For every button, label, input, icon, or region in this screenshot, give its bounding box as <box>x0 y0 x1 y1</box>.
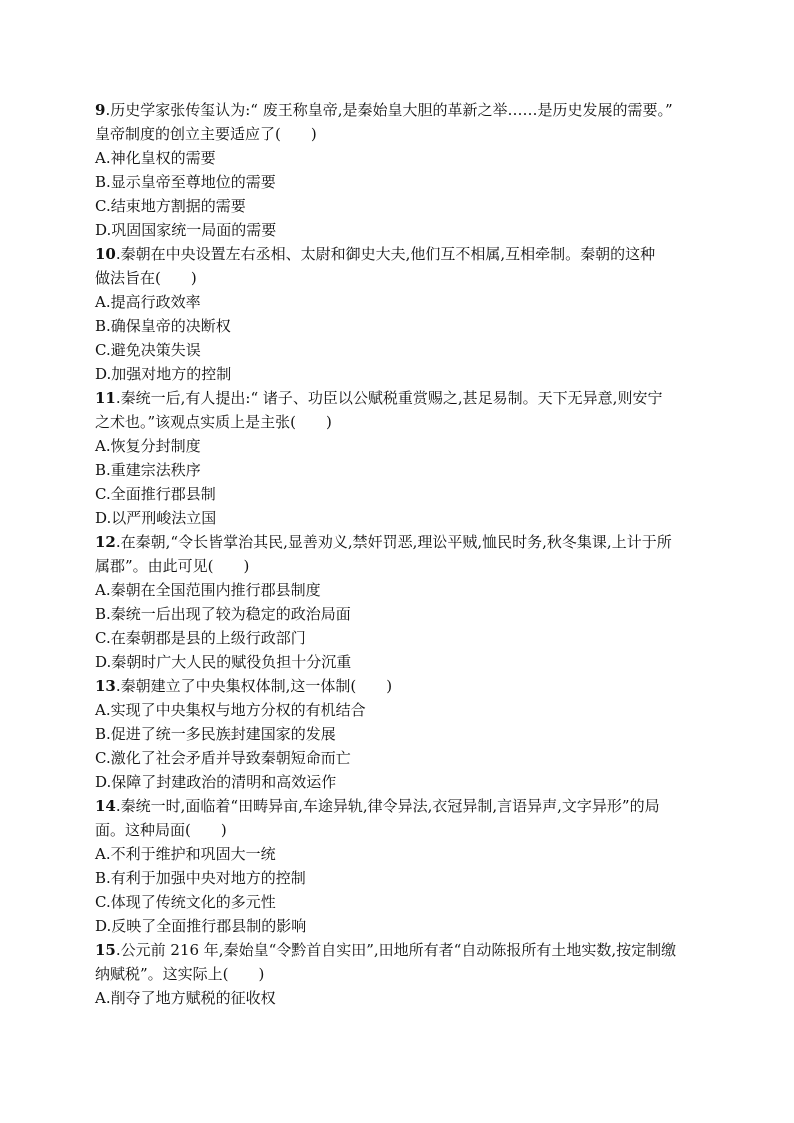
question-page <box>95 98 715 1010</box>
option-b: B.确保皇帝的决断权 <box>95 317 231 335</box>
question-number: 12 <box>95 533 116 551</box>
option-d: D.保障了封建政治的清明和高效运作 <box>95 773 337 791</box>
option-a: A.实现了中央集权与地方分权的有机结合 <box>95 701 366 719</box>
question-stem-line: 之术也。”该观点实质上是主张( ) <box>95 413 332 431</box>
question-10 <box>95 242 715 386</box>
option-b: B.秦统一后出现了较为稳定的政治局面 <box>95 605 351 623</box>
question-stem-text: .秦统一后,有人提出:“ 诸子、功臣以公赋税重赏赐之,甚足易制。天下无异意,则安宁 <box>115 389 663 407</box>
option-d: D.巩固国家统一局面的需要 <box>95 221 277 239</box>
option-a: A.恢复分封制度 <box>95 437 201 455</box>
option-a: A.秦朝在全国范围内推行郡县制度 <box>95 581 321 599</box>
question-13 <box>95 674 715 794</box>
question-stem-text: .历史学家张传玺认为:“ 废王称皇帝,是秦始皇大胆的革新之举……是历史发展的需要。” <box>105 101 673 119</box>
question-number: 10 <box>95 245 116 263</box>
option-d: D.反映了全面推行郡县制的影响 <box>95 917 307 935</box>
question-12 <box>95 530 715 674</box>
question-number: 14 <box>95 797 116 815</box>
option-d: D.以严刑峻法立国 <box>95 509 217 527</box>
question-number: 15 <box>95 941 116 959</box>
question-stem-line <box>95 386 715 410</box>
option-c: C.全面推行郡县制 <box>95 485 216 503</box>
question-stem-line: 面。这种局面( ) <box>95 821 227 839</box>
question-15 <box>95 938 715 1010</box>
option-b: B.显示皇帝至尊地位的需要 <box>95 173 276 191</box>
option-a: A.不利于维护和巩固大一统 <box>95 845 276 863</box>
question-number: 9 <box>95 101 106 119</box>
question-11 <box>95 386 715 530</box>
question-stem-text: .公元前 216 年,秦始皇“令黔首自实田”,田地所有者“自动陈报所有土地实数,按定制缴 <box>115 941 677 959</box>
question-stem-line: 做法旨在( ) <box>95 269 197 287</box>
option-c: C.结束地方割据的需要 <box>95 197 246 215</box>
question-stem-line: 纳赋税”。这实际上( ) <box>95 965 265 983</box>
option-b: B.重建宗法秩序 <box>95 461 201 479</box>
question-stem-line <box>95 938 715 962</box>
option-c: C.体现了传统文化的多元性 <box>95 893 276 911</box>
question-stem-line: 皇帝制度的创立主要适应了( ) <box>95 125 317 143</box>
question-stem-text: .在秦朝,“令长皆掌治其民,显善劝义,禁奸罚恶,理讼平贼,恤民时务,秋冬集课,上计于所 <box>115 533 672 551</box>
question-stem-line <box>95 530 715 554</box>
option-c: C.在秦朝郡是县的上级行政部门 <box>95 629 306 647</box>
question-stem-text: .秦朝在中央设置左右丞相、太尉和御史大夫,他们互不相属,互相牵制。秦朝的这种 <box>115 245 656 263</box>
option-d: D.秦朝时广大人民的赋役负担十分沉重 <box>95 653 352 671</box>
question-9 <box>95 98 715 242</box>
option-a: A.提高行政效率 <box>95 293 201 311</box>
question-stem-text: .秦统一时,面临着“田畴异亩,车途异轨,律令异法,衣冠异制,言语异声,文字异形”的局 <box>115 797 660 815</box>
option-a: A.神化皇权的需要 <box>95 149 216 167</box>
option-a: A.削夺了地方赋税的征收权 <box>95 989 276 1007</box>
question-stem-line: 属郡”。由此可见( ) <box>95 557 250 575</box>
option-b: B.有利于加强中央对地方的控制 <box>95 869 306 887</box>
option-d: D.加强对地方的控制 <box>95 365 232 383</box>
option-c: C.激化了社会矛盾并导致秦朝短命而亡 <box>95 749 351 767</box>
question-stem-line <box>95 674 715 698</box>
question-14 <box>95 794 715 938</box>
question-number: 13 <box>95 677 116 695</box>
question-stem-line <box>95 98 715 122</box>
question-stem-line <box>95 794 715 818</box>
option-c: C.避免决策失误 <box>95 341 201 359</box>
question-stem-text: .秦朝建立了中央集权体制,这一体制( ) <box>115 677 393 695</box>
question-stem-line <box>95 242 715 266</box>
question-number: 11 <box>95 389 116 407</box>
option-b: B.促进了统一多民族封建国家的发展 <box>95 725 336 743</box>
